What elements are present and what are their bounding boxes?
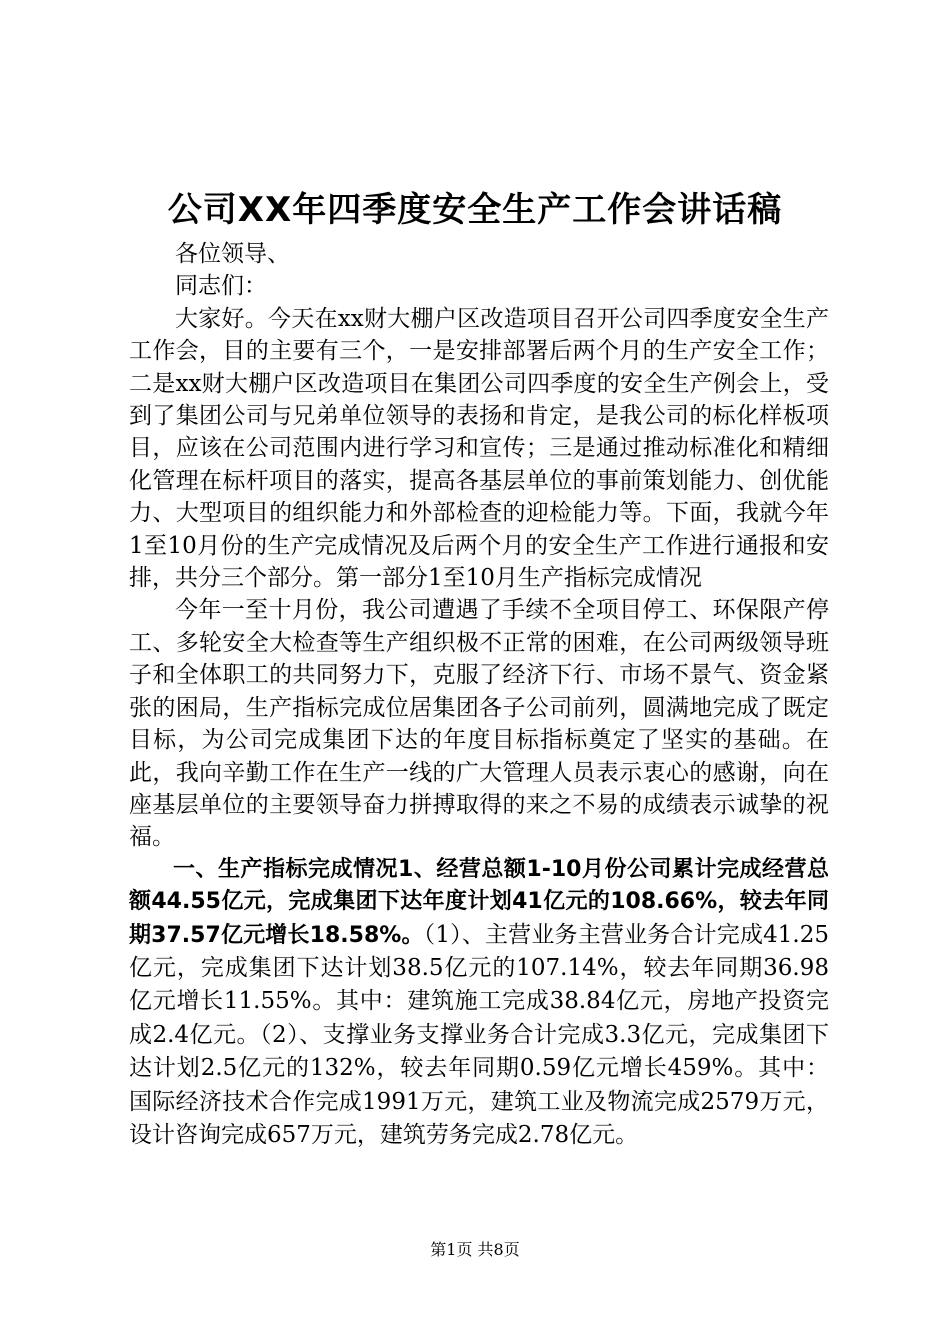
document-body xyxy=(129,238,829,1152)
paragraph-production-indicators xyxy=(129,854,829,1153)
salutation-comrades: 同志们： xyxy=(175,273,267,300)
paragraph-intro: 大家好。今天在xx财大棚户区改造项目召开公司四季度安全生产工作会，目的主要有三个，一是安排部署后两个月的生产安全工作；二是xx财大棚户区改造项目在集团公司四季度的安全生产例会上，受到了集团公司与兄弟单位领导的表扬和肯定，是我公司的标化样板项目，应该在公司范围内进行学习和宣传；三是通过推动标准化和精细化管理在标杆项目的落实，提高各基层单位的事前策划能力、创优能力、大型项目的组织能力和外部检查的迎检能力等。下面，我就今年1至10月份的生产完成情况及后两个月的安全生产工作进行通报和安排，共分三个部分。第一部分1至10月生产指标完成情况 xyxy=(129,305,829,592)
production-indicators-detail: （1）、主营业务主营业务合计完成41.25亿元，完成集团下达计划38.5亿元的107.14%，较去年同期36.98亿元增长11.55%。其中：建筑施工完成38.84亿元，房地产投资完成2.4亿元。（2）、支撑业务支撑业务合计完成3.3亿元，完成集团下达计划2.5亿元的132%，较去年同期0.59亿元增长459%。其中：国际经济技术合作完成1991万元，建筑工业及物流完成2579万元，设计咨询完成657万元，建筑劳务完成2.78亿元。 xyxy=(129,921,829,1148)
page-footer: 第1页 共8页 xyxy=(430,1240,520,1259)
production-indicators-heading: 一、生产指标完成情况1、经营总额1-10月份公司累计完成经营总额44.55亿元，完成集团下达年度计划41亿元的108.66%，较去年同期37.57亿元增长18.58%。 xyxy=(129,856,829,948)
salutation-leaders: 各位领导、 xyxy=(175,241,290,267)
paragraph-review: 今年一至十月份，我公司遭遇了手续不全项目停工、环保限产停工、多轮安全大检查等生产组织极不正常的困难，在公司两级领导班子和全体职工的共同努力下，克服了经济下行、市场不景气、资金紧张的困局，生产指标完成位居集团各子公司前列，圆满地完成了既定目标，为公司完成集团下达的年度目标指标奠定了坚实的基础。在此，我向辛勤工作在生产一线的广大管理人员表示衷心的感谢，向在座基层单位的主要领导奋力拼搏取得的来之不易的成绩表示诚挚的祝福。 xyxy=(129,597,829,851)
document-title: 公司XX年四季度安全生产工作会讲话稿 xyxy=(167,190,783,230)
